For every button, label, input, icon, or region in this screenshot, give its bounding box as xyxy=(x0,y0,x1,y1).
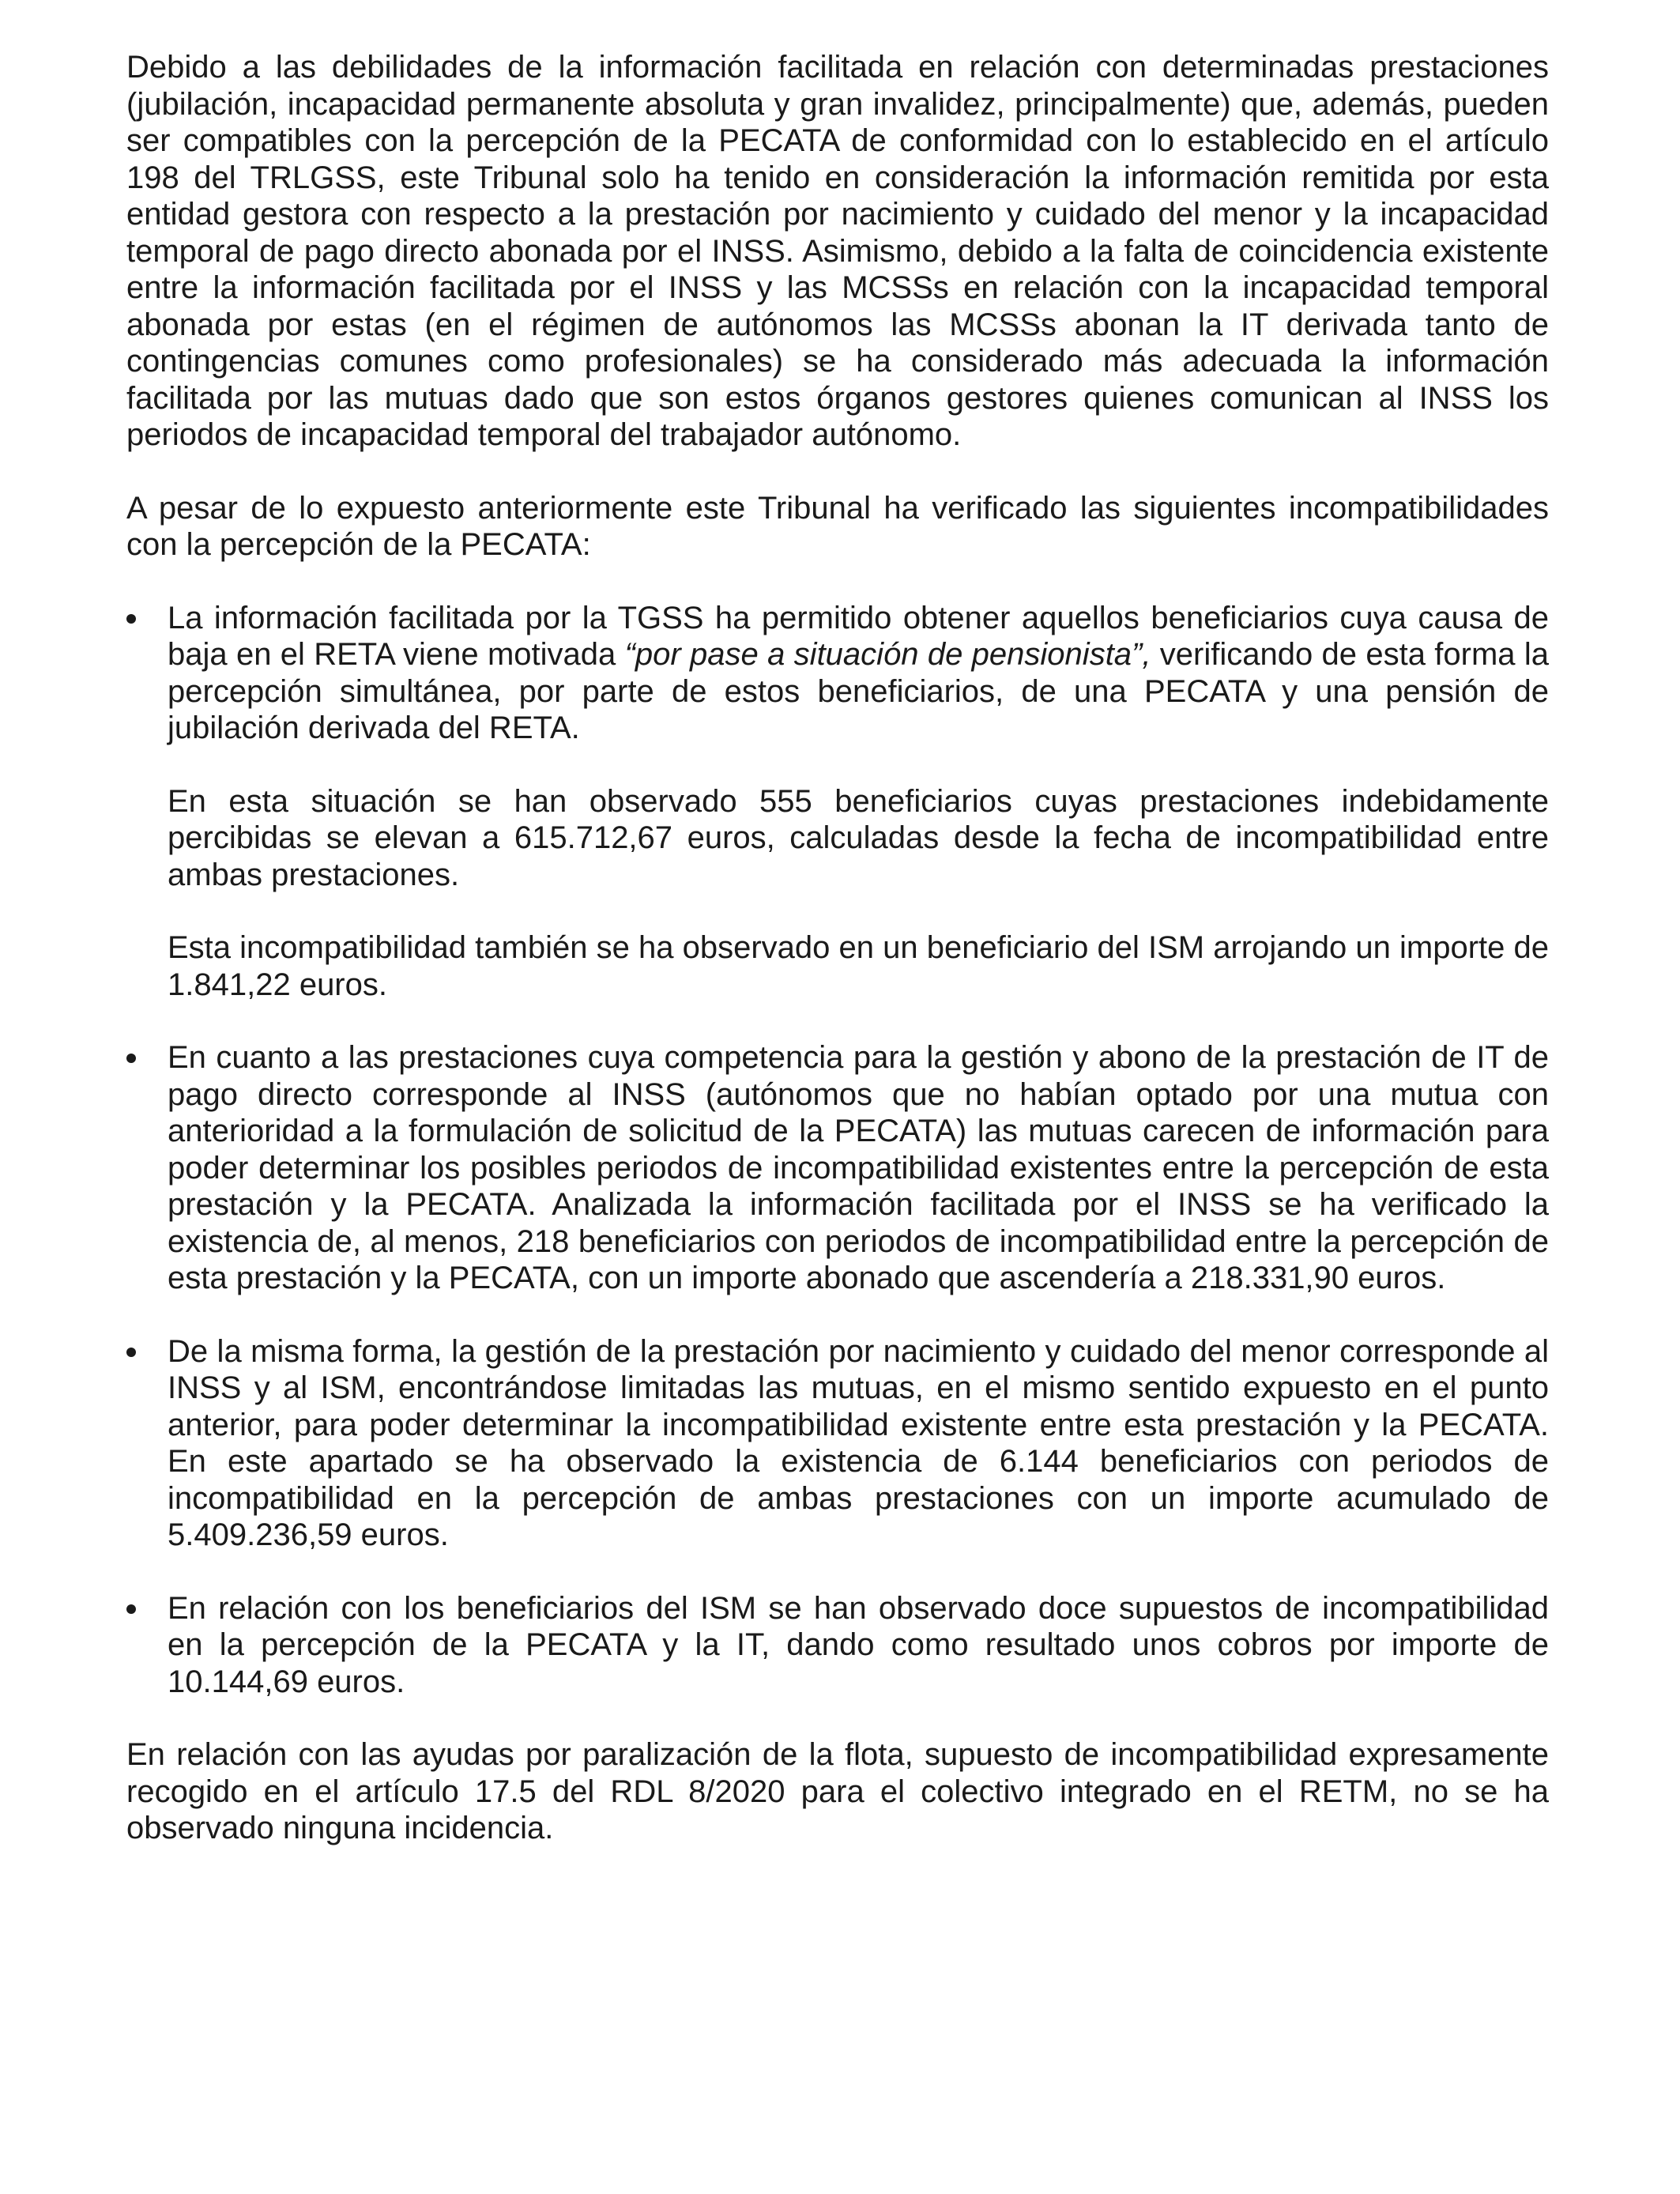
bullet-dot-icon xyxy=(126,614,136,624)
list-item-ism xyxy=(126,1590,1549,1701)
list-item-nacimiento-cuidado xyxy=(126,1333,1549,1554)
italic-quote: “por pase a situación de pensionista”, xyxy=(624,637,1151,672)
text-segment: verificando de esta forma la percepción simultánea, por parte de estos beneficiarios, de una PECATA y una pensión de jubilación derivada del RETA. xyxy=(168,637,1549,745)
bullet-dot-icon xyxy=(126,1604,136,1614)
paragraph-intro: Debido a las debilidades de la información facilitada en relación con determinadas prestaciones (jubilación, incapacidad permanente absoluta y gran invalidez, principalmente) que, además, pueden ser compatibles con la percepción de la PECATA de conformidad con lo establecido en el artículo 198 del TRLGSS, este Tribunal solo ha tenido en consideración la información remitida por esta entidad gestora con respecto a la prestación por nacimiento y cuidado del menor y la incapacidad temporal de pago directo abonada por el INSS. Asimismo, debido a la falta de coincidencia existente entre la información facilitada por el INSS y las MCSSs en relación con la incapacidad temporal abonada por estas (en el régimen de autónomos las MCSSs abonan la IT derivada tanto de contingencias comunes como profesionales) se ha considerado más adecuada la información facilitada por las mutuas dado que son estos órganos gestores quienes comunican al INSS los periodos de incapacidad temporal del trabajador autónomo. xyxy=(126,50,1549,452)
list-item-text: De la misma forma, la gestión de la prestación por nacimiento y cuidado del menor corresponde al INSS y al ISM, encontrándose limitadas las mutuas, en el mismo sentido expuesto en el punto anterior, para poder determinar la incompatibilidad existente entre esta prestación y la PECATA. En este apartado se ha observado la existencia de 6.144 beneficiarios con periodos de incompatibilidad en la percepción de ambas prestaciones con un importe acumulado de 5.409.236,59 euros. xyxy=(168,1333,1549,1552)
paragraph-conclusion: En relación con las ayudas por paralización de la flota, supuesto de incompatibilidad expresamente recogido en el artículo 17.5 del RDL 8/2020 para el colectivo integrado en el RETM, no se ha observado ninguna incidencia. xyxy=(126,1737,1549,1845)
bullet-dot-icon xyxy=(126,1348,136,1357)
list-item-text: En relación con los beneficiarios del ISM se han observado doce supuestos de incompatibilidad en la percepción de la PECATA y la IT, dando como resultado unos cobros por importe de 10.144,69 euros. xyxy=(168,1590,1549,1699)
text-segment: La información facilitada por la TGSS ha permitido obtener aquellos beneficiarios cuya causa de baja en el RETA viene motivada xyxy=(168,600,1549,672)
list-item-subparagraph: Esta incompatibilidad también se ha observado en un beneficiario del ISM arrojando un importe de 1.841,22 euros. xyxy=(168,930,1549,1002)
paragraph-incompatibilities-intro: A pesar de lo expuesto anteriormente este Tribunal ha verificado las siguientes incompatibilidades con la percepción de la PECATA: xyxy=(126,490,1549,562)
list-item-subparagraph: En esta situación se han observado 555 beneficiarios cuyas prestaciones indebidamente percibidas se elevan a 615.712,67 euros, calculadas desde la fecha de incompatibilidad entre ambas prestaciones. xyxy=(168,783,1549,892)
bullet-dot-icon xyxy=(126,1054,136,1063)
list-item-it-inss xyxy=(126,1039,1549,1297)
document-page xyxy=(126,49,1549,1847)
incompatibilities-list xyxy=(126,600,1549,1701)
list-item-text xyxy=(168,600,1549,747)
list-item-text: En cuanto a las prestaciones cuya competencia para la gestión y abono de la prestación de IT de pago directo corresponde al INSS (autónomos que no habían optado por una mutua con anterioridad a la formulación de solicitud de la PECATA) las mutuas carecen de información para poder determinar los posibles periodos de incompatibilidad existentes entre la percepción de esta prestación y la PECATA. Analizada la información facilitada por el INSS se ha verificado la existencia de, al menos, 218 beneficiarios con periodos de incompatibilidad entre la percepción de esta prestación y la PECATA, con un importe abonado que ascendería a 218.331,90 euros. xyxy=(168,1040,1549,1295)
list-item-tgss-reta xyxy=(126,600,1549,1004)
